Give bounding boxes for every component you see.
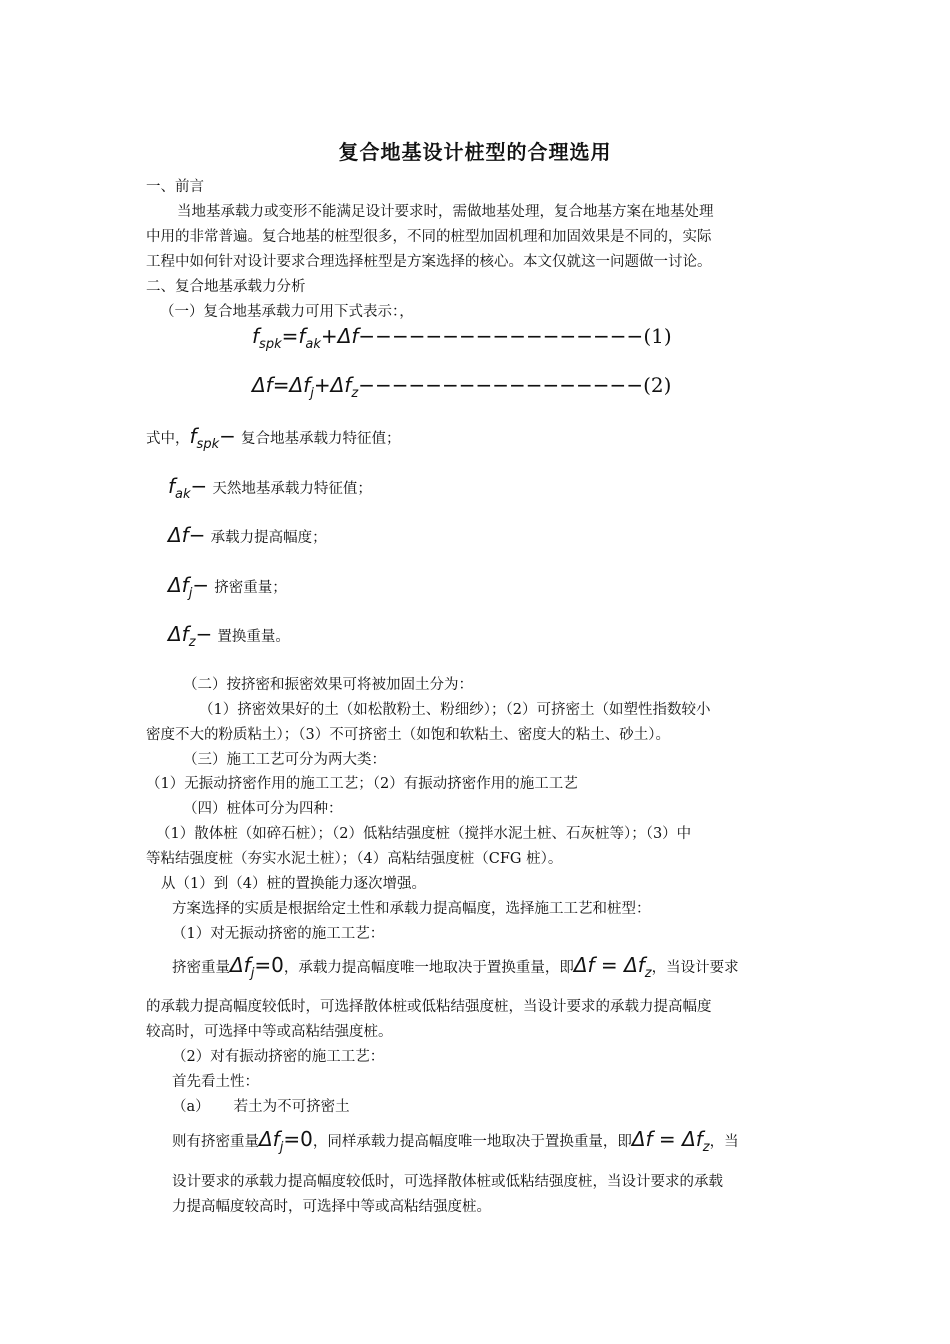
definition-delta-fj: $\Delta f_j-$ 挤密重量； xyxy=(168,573,287,601)
definition-delta-fz: $\Delta f_z-$ 置换重量。 xyxy=(168,622,290,650)
note-replacement: 从（1）到（4）桩的置换能力逐次增强。 xyxy=(161,876,426,892)
section-heading-preface: 一、前言 xyxy=(146,179,204,195)
subsection-2-heading: （二）按挤密和振密效果可将被加固土分为： xyxy=(183,677,473,693)
definition-fspk: 式中，$f_{spk}-$ 复合地基承载力特征值； xyxy=(146,424,401,452)
preface-line-3: 工程中如何针对设计要求合理选择桩型是方案选择的核心。本文仅就这一问题做一讨论。 xyxy=(146,254,712,270)
preface-line-2: 中用的非常普遍。复合地基的桩型很多，不同的桩型加固机理和加固效果是不同的，实际 xyxy=(146,229,712,245)
equation-1: $f_{spk}=f_{ak}+\Delta f-----------------(1)$ xyxy=(252,324,672,352)
equation-2-number: (2) xyxy=(643,373,672,397)
subsection-2-line-2: 密度不大的粉质粘土）；（3）不可挤密土（如饱和软粘土、密度大的粘土、砂土）。 xyxy=(146,727,670,743)
subsection-4-heading: （四）桩体可分为四种： xyxy=(183,801,343,817)
case-2-line-2: 设计要求的承载力提高幅度较低时，可选择散体桩或低粘结强度桩，当设计要求的承载 xyxy=(172,1174,723,1190)
case-1-equation-line: 挤密重量$\Delta f_j=0$，承载力提高幅度唯一地取决于置换重量，即$\Delta f = \Delta f_z$，当设计要求 xyxy=(172,953,739,981)
subsection-1-heading: （一）复合地基承载力可用下式表示：， xyxy=(160,304,414,320)
case-2-line-3: 力提高幅度较高时，可选择中等或高粘结强度桩。 xyxy=(172,1199,491,1215)
case-1-line-3: 较高时，可选择中等或高粘结强度桩。 xyxy=(146,1024,393,1040)
case-2-heading: （2）对有振动挤密的施工工艺： xyxy=(172,1049,385,1065)
note-selection: 方案选择的实质是根据给定土性和承载力提高幅度，选择施工工艺和桩型： xyxy=(172,901,651,917)
equation-1-number: (1) xyxy=(643,324,672,348)
definition-delta-f: Δf− 承载力提高幅度； xyxy=(168,523,327,547)
preface-line-1: 当地基承载力或变形不能满足设计要求时，需做地基处理，复合地基方案在地基处理 xyxy=(177,204,714,220)
case-1-line-2: 的承载力提高幅度较低时，可选择散体桩或低粘结强度桩，当设计要求的承载力提高幅度 xyxy=(146,999,712,1015)
case-1-heading: （1）对无振动挤密的施工工艺： xyxy=(172,926,385,942)
equation-2: $\Delta f=\Delta f_j+\Delta f_z-----------------(2)$ xyxy=(252,373,672,401)
subsection-2-line-1: （1）挤密效果好的土（如松散粉土、粉细纱）；（2）可挤密土（如塑性指数较小 xyxy=(199,702,711,718)
case-2-first: 首先看土性： xyxy=(172,1074,259,1090)
case-2-a: （a） 若土为不可挤密土 xyxy=(172,1099,350,1115)
subsection-4-line-2: 等粘结强度桩（夯实水泥土桩）；（4）高粘结强度桩（CFG 桩）。 xyxy=(146,851,563,867)
subsection-3-line-1: （1）无振动挤密作用的施工工艺；（2）有振动挤密作用的施工工艺 xyxy=(146,776,578,792)
subsection-4-line-1: （1）散体桩（如碎石桩）；（2）低粘结强度桩（搅拌水泥土桩、石灰桩等）；（3）中 xyxy=(156,826,692,842)
definition-fak: $f_{ak}-$ 天然地基承载力特征值； xyxy=(168,474,372,502)
document-title: 复合地基设计桩型的合理选用 xyxy=(338,140,612,164)
case-2-equation-line: 则有挤密重量$\Delta f_j=0$，同样承载力提高幅度唯一地取决于置换重量，即$\Delta f = \Delta f_z$，当 xyxy=(172,1127,739,1155)
subsection-3-heading: （三）施工工艺可分为两大类： xyxy=(183,752,386,768)
section-heading-analysis: 二、复合地基承载力分析 xyxy=(146,279,306,295)
